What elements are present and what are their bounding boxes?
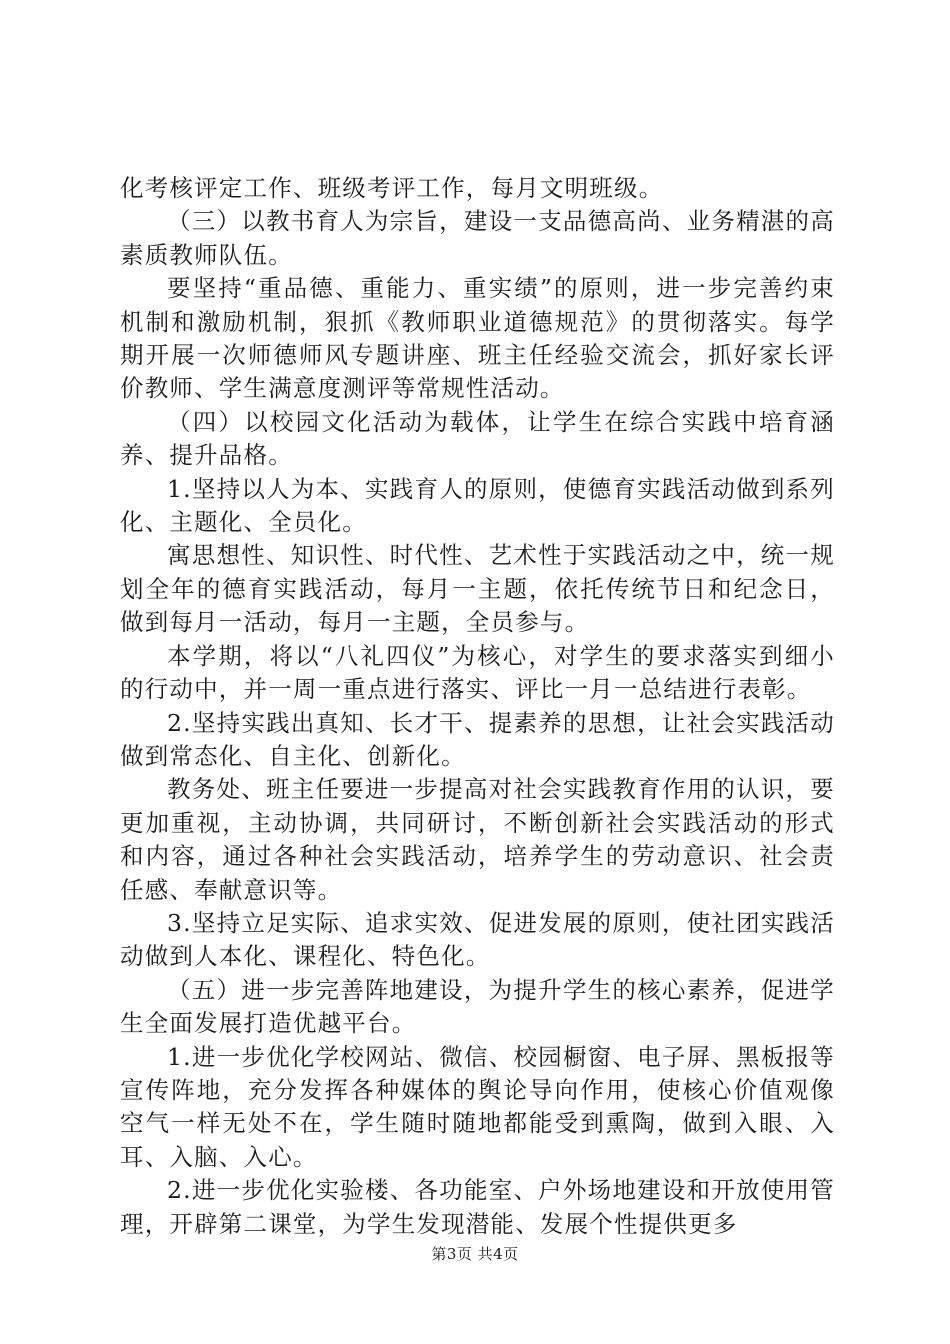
paragraph-7: 本学期，将以“八礼四仪”为核心，对学生的要求落实到细小的行动中，并一周一重点进行落实、评比一月一总结进行表彰。 (120, 641, 835, 704)
paragraph-4: （四）以校园文化活动为载体，让学生在综合实践中培育涵养、提升品格。 (120, 407, 835, 470)
paragraph-12: 1.进一步优化学校网站、微信、校园橱窗、电子屏、黑板报等宣传阵地，充分发挥各种媒体的舆论导向作用，使核心价值观像空气一样无处不在，学生随时随地都能受到熏陶，做到入眼、入耳、入脑、入心。 (120, 1042, 835, 1171)
paragraph-1: 化考核评定工作、班级考评工作，每月文明班级。 (120, 174, 664, 202)
paragraph-13: 2.进一步优化实验楼、各功能室、户外场地建设和开放使用管理，开辟第二课堂，为学生发现潜能、发展个性提供更多 (120, 1176, 835, 1238)
paragraph-8: 2.坚持实践出真知、长才干、提素养的思想，让社会实践活动做到常态化、自主化、创新化。 (120, 708, 835, 770)
paragraph-9: 教务处、班主任要进一步提高对社会实践教育作用的认识，要更加重视，主动协调，共同研讨，不断创新社会实践活动的形式和内容，通过各种社会实践活动，培养学生的劳动意识、社会责任感、奉献意识等。 (120, 775, 835, 904)
page-number-footer: 第3页 共4页 (431, 1245, 519, 1263)
paragraph-10: 3.坚持立足实际、追求实效、促进发展的原则，使社团实践活动做到人本化、课程化、特色化。 (120, 908, 835, 971)
paragraph-3: 要坚持“重品德、重能力、重实绩”的原则，进一步完善约束机制和激励机制，狠抓《教师职业道德规范》的贯彻落实。每学期开展一次师德师风专题讲座、班主任经验交流会，抓好家长评价教师、学生满意度测评等常规性活动。 (120, 274, 835, 403)
paragraph-11: （五）进一步完善阵地建设，为提升学生的核心素养，促进学生全面发展打造优越平台。 (120, 975, 835, 1038)
paragraph-5: 1.坚持以人为本、实践育人的原则，使德育实践活动做到系列化、主题化、全员化。 (120, 474, 835, 537)
paragraph-2: （三）以教书育人为宗旨，建设一支品德高尚、业务精湛的高素质教师队伍。 (120, 207, 835, 269)
document-body (120, 172, 835, 1241)
paragraph-6: 寓思想性、知识性、时代性、艺术性于实践活动之中，统一规划全年的德育实践活动，每月一主题，依托传统节日和纪念日，做到每月一活动，每月一主题，全员参与。 (120, 541, 835, 637)
